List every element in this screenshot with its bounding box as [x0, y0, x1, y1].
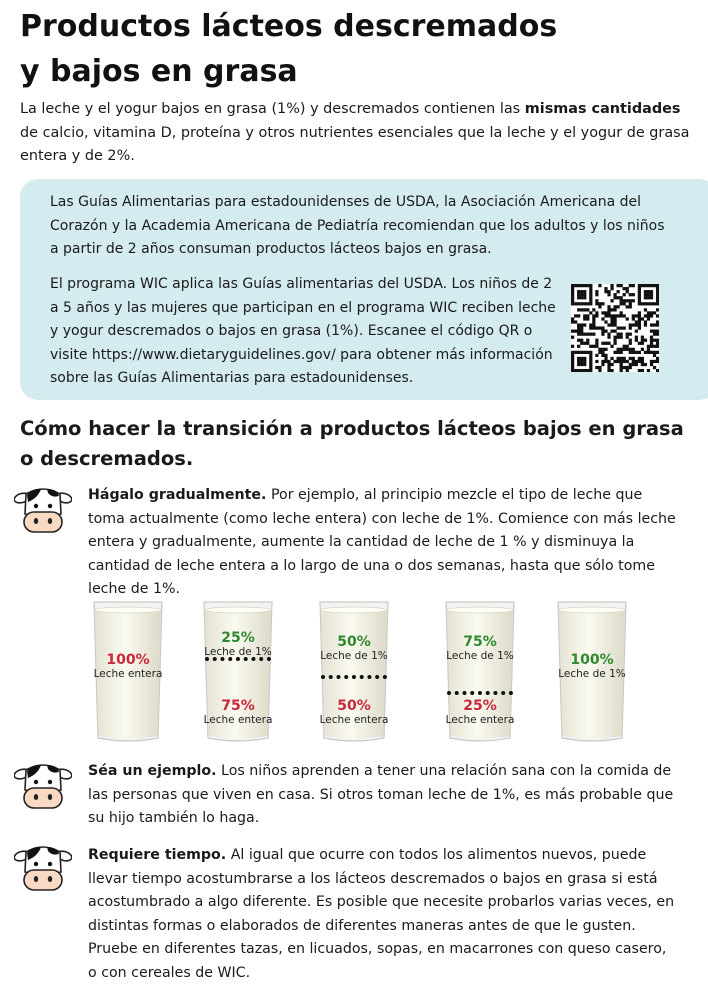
- cow-face-icon: [14, 760, 72, 812]
- low-fat-percent: 50%: [337, 634, 371, 650]
- tip-text: Por ejemplo, al principio mezcle el tipo de leche que toma actualmente (como leche entera) con leche de 1%. Comience con más leche entera y gradualmente, aumente la cantidad de leche de 1 % y disminuya la cantidad de leche entera a lo largo de una o dos semanas, hasta que sólo tome leche de 1%.: [88, 487, 676, 597]
- whole-label: Leche entera: [445, 714, 515, 726]
- title-line-1: Productos lácteos descremados: [20, 9, 558, 44]
- low-fat-percent: 25%: [221, 630, 255, 646]
- intro-paragraph: [20, 98, 702, 169]
- whole-label: Leche entera: [319, 714, 389, 726]
- tip-text: Al igual que ocurre con todos los alimentos nuevos, puede llevar tiempo acostumbrarse a los lácteos descremados o bajos en grasa si está acostumbrado a algo diferente. Es posible que necesite probarlos varias veces, en distintas formas o elaborados de diferentes maneras antes de que le gusten. Pruebe en diferentes tazas, en licuados, sopas, en macarrones con queso casero, o con cereales de WIC.: [88, 847, 675, 981]
- whole-label: Leche entera: [93, 668, 163, 680]
- page-title: [20, 4, 700, 94]
- intro-text-start: La leche y el yogur bajos en grasa (1%) y descremados contienen las: [20, 101, 525, 117]
- glass-3: [318, 600, 390, 744]
- title-line-2: y bajos en grasa: [20, 54, 298, 89]
- divider-line: [321, 675, 387, 679]
- low-fat-label: Leche de 1%: [204, 646, 272, 658]
- qr-code-icon[interactable]: [571, 284, 659, 372]
- tip-title: Hágalo gradualmente.: [88, 487, 267, 503]
- whole-percent: 100%: [106, 652, 150, 668]
- tip-title: Séa un ejemplo.: [88, 763, 217, 779]
- tip-title: Requiere tiempo.: [88, 847, 227, 863]
- divider-line: [447, 691, 513, 695]
- low-fat-label: Leche de 1%: [320, 650, 388, 662]
- glass-5: [556, 600, 628, 744]
- glass-4: [444, 600, 516, 744]
- whole-percent: 75%: [221, 698, 255, 714]
- guidelines-info-box: [20, 179, 708, 400]
- whole-percent: 25%: [463, 698, 497, 714]
- glass-2: [202, 600, 274, 744]
- whole-percent: 50%: [337, 698, 371, 714]
- tip-text: Los niños aprenden a tener una relación sana con la comida de las personas que viven en casa. Si otros toman leche de 1%, es más probable que su hijo también lo haga.: [88, 763, 674, 826]
- milk-transition-illustration: [84, 600, 644, 748]
- intro-text-end: de calcio, vitamina D, proteína y otros nutrientes esenciales que la leche y el yogur de grasa entera y de 2%.: [20, 124, 690, 164]
- cow-face-icon: [14, 842, 72, 894]
- tip-gradually: [88, 484, 678, 602]
- cow-face-icon: [14, 484, 72, 536]
- whole-label: Leche entera: [203, 714, 273, 726]
- low-fat-label: Leche de 1%: [558, 668, 626, 680]
- divider-line: [205, 657, 271, 661]
- wic-paragraph: El programa WIC aplica las Guías alimentarias del USDA. Los niños de 2 a 5 años y las mujeres que participan en el programa WIC reciben leche y yogur descremados o bajos en grasa (1%). Escanee el código QR o visite https://www.dietaryguidelines.gov/ para obtener más información sobre las Guías Alimentarias para estadounidenses.: [50, 276, 556, 386]
- section-heading: Cómo hacer la transición a productos lácteos bajos en grasa o descremados.: [20, 417, 684, 470]
- glass-1: [92, 600, 164, 744]
- low-fat-label: Leche de 1%: [446, 650, 514, 662]
- tip-takes-time: [88, 844, 678, 985]
- tip-example: [88, 760, 678, 831]
- low-fat-percent: 75%: [463, 634, 497, 650]
- low-fat-percent: 100%: [570, 652, 614, 668]
- guidelines-paragraph: Las Guías Alimentarias para estadounidenses de USDA, la Asociación Americana del Corazón y la Academia Americana de Pediatría recomiendan que los adultos y los niños a partir de 2 años consuman productos lácteos bajos en grasa.: [50, 194, 665, 257]
- intro-emphasis: mismas cantidades: [524, 101, 681, 117]
